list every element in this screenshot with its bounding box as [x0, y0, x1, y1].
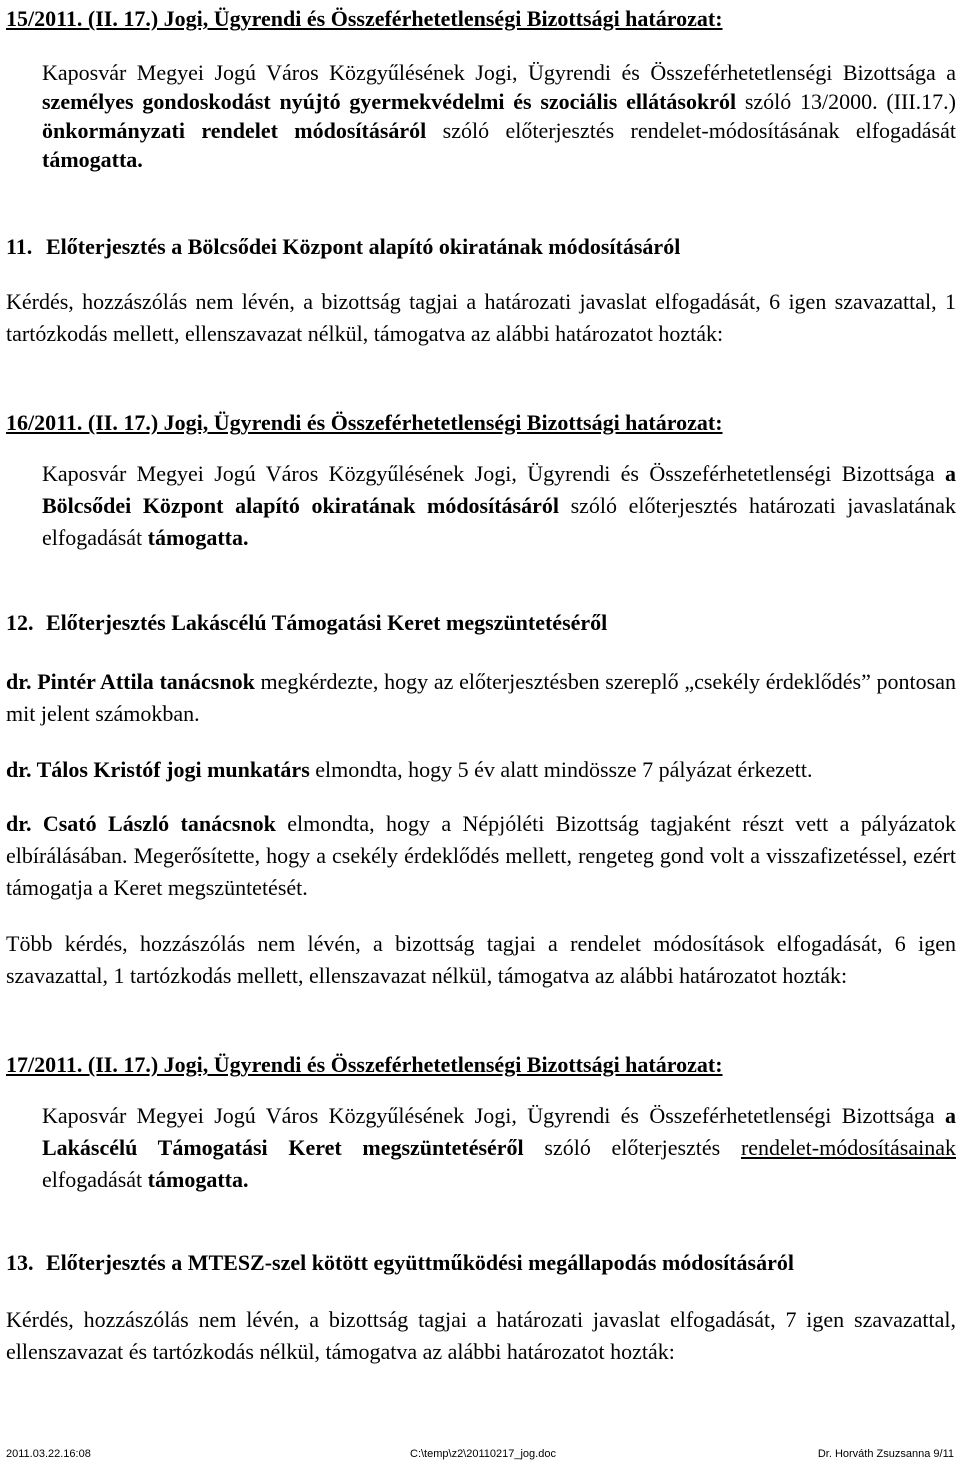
item-12-comment-csato: dr. Csató László tanácsnok elmondta, hogy a Népjóléti Bizottság tagjaként részt vett a pályázatok elbírálásában. Megerősítette, hogy a csekély érdeklődés mellett, rengeteg gond volt a visszafizetéssel, ezért támogatja a Keret megszüntetését.: [6, 811, 956, 900]
item-12-answer-talos: dr. Tálos Kristóf jogi munkatárs elmondta, hogy 5 év alatt mindössze 7 pályázat érkezett.: [6, 757, 813, 782]
item-11-title: 11. Előterjesztés a Bölcsődei Központ alapító okiratának módosításáról: [6, 234, 681, 259]
decision-16-text: Kaposvár Megyei Jogú Város Közgyűlésének Jogi, Ügyrendi és Összeférhetetlenségi Bizottsága a Bölcsődei Központ alapító okiratának módosításáról szóló előterjesztés határozati javaslatának elfogadását támogatta.: [42, 461, 957, 550]
decision-17-text: Kaposvár Megyei Jogú Város Közgyűlésének Jogi, Ügyrendi és Összeférhetetlenségi Bizottsága a Lakáscélú Támogatási Keret megszüntetéséről szóló előterjesztés rendelet-módosításainak elfogadását támogatta.: [42, 1103, 956, 1192]
item-13-title: 13. Előterjesztés a MTESZ-szel kötött együttműködési megállapodás módosításáról: [6, 1250, 794, 1275]
decision-17-heading: 17/2011. (II. 17.) Jogi, Ügyrendi és Összeférhetetlenségi Bizottsági határozat:: [6, 1052, 723, 1077]
item-13-body: Kérdés, hozzászólás nem lévén, a bizottság tagjai a határozati javaslat elfogadását, 7 igen szavazattal, ellenszavazat és tartózkodás nélkül, támogatva az alábbi határozatot hozták:: [6, 1307, 956, 1364]
footer-author-page: Dr. Horváth Zsuzsanna 9/11: [817, 1448, 954, 1460]
item-11-body: Kérdés, hozzászólás nem lévén, a bizottság tagjai a határozati javaslat elfogadását, 6 igen szavazattal, 1 tartózkodás mellett, ellenszavazat nélkül, támogatva az alábbi határozatot hozták:: [6, 289, 956, 346]
decision-15-heading: 15/2011. (II. 17.) Jogi, Ügyrendi és Összeférhetetlenségi Bizottsági határozat:: [6, 6, 723, 31]
decision-15-text: Kaposvár Megyei Jogú Város Közgyűlésének Jogi, Ügyrendi és Összeférhetetlenségi Bizottsága a személyes gondoskodást nyújtó gyermekvédelmi és szociális ellátásokról szóló 13/2000. (III.17.) önkormányzati rendelet módosításáról szóló előterjesztés rendelet-módosításának elfogadását támogatta.: [42, 60, 956, 172]
item-12-title: 12. Előterjesztés Lakáscélú Támogatási Keret megszüntetéséről: [6, 610, 608, 635]
footer-file-path: C:\temp\z2\20110217_jog.doc: [410, 1448, 556, 1460]
decision-16-heading: 16/2011. (II. 17.) Jogi, Ügyrendi és Összeférhetetlenségi Bizottsági határozat:: [6, 410, 723, 435]
footer-timestamp: 2011.03.22.16:08: [6, 1448, 91, 1460]
item-12-body: Több kérdés, hozzászólás nem lévén, a bizottság tagjai a rendelet módosítások elfogadását, 6 igen szavazattal, 1 tartózkodás mellett, ellenszavazat nélkül, támogatva az alábbi határozatot hozták:: [6, 931, 956, 988]
item-12-question: dr. Pintér Attila tanácsnok megkérdezte, hogy az előterjesztésben szereplő „csekély érdeklődés” pontosan mit jelent számokban.: [6, 669, 956, 726]
